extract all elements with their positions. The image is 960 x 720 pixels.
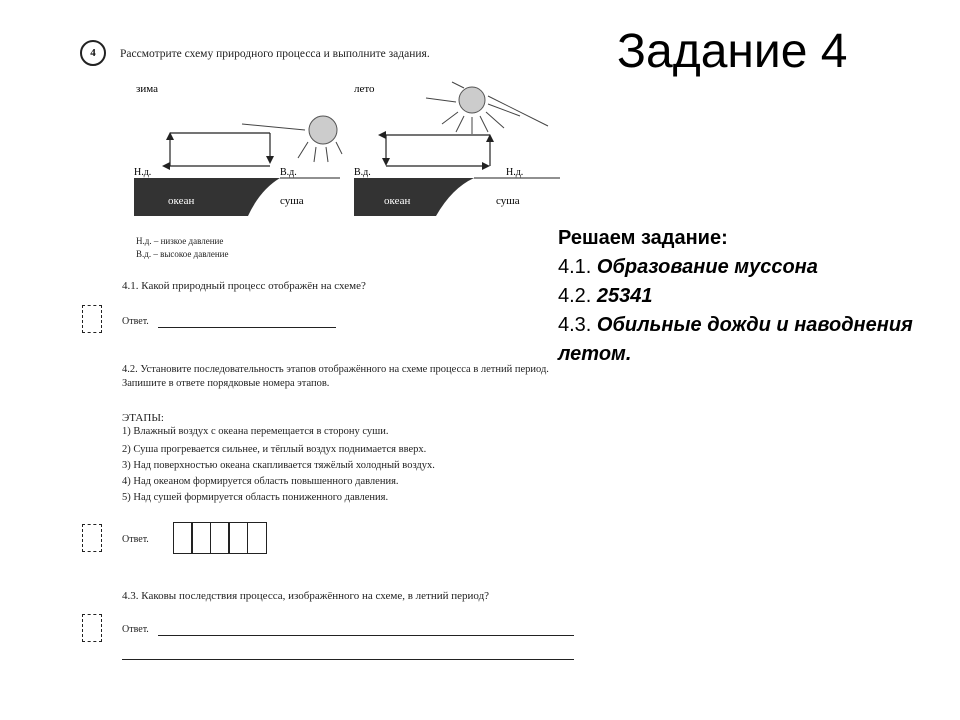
answer-4-2-label: 4.2. xyxy=(558,285,597,307)
summer-low-label: Н.д. xyxy=(506,167,524,178)
answer-cell xyxy=(191,522,211,554)
answer-4-3-value: Обильные дожди и наводнения летом. xyxy=(558,314,913,365)
winter-arrowhead-down xyxy=(266,156,274,164)
question-4-2-line2: Запишите в ответе порядковые номера этапов. xyxy=(122,378,330,389)
question-4-2-line1: 4.2. Установите последовательность этапов отображённого на схеме процесса в летний период. xyxy=(122,364,549,375)
stage-5: 5) Над сушей формируется область пониженного давления. xyxy=(122,492,389,503)
solution-block xyxy=(558,224,948,369)
stage-4: 4) Над океаном формируется область повышенного давления. xyxy=(122,476,399,487)
monsoon-diagram xyxy=(130,80,560,230)
stages-title: ЭТАПЫ: xyxy=(122,412,164,424)
winter-arrowhead-left xyxy=(162,162,170,170)
summer-sun-rays xyxy=(426,82,548,134)
summer-arrowhead-down xyxy=(382,158,390,166)
answer-4-3-label: 4.3. xyxy=(558,314,597,336)
stage-1: 1) Влажный воздух с океана перемещается в сторону суши. xyxy=(122,426,389,437)
answer-cell xyxy=(228,522,248,554)
score-box-4-2 xyxy=(82,524,102,552)
winter-low-label: Н.д. xyxy=(134,167,152,178)
answer-cell xyxy=(247,522,267,554)
answer-4-2-value: 25341 xyxy=(596,285,653,307)
legend-low: Н.д. – низкое давление xyxy=(136,236,224,246)
winter-high-label: В.д. xyxy=(280,167,297,178)
summer-label: лето xyxy=(354,83,375,95)
answer-4-1-label: 4.1. xyxy=(558,256,597,278)
answer-label-4-3: Ответ. xyxy=(122,624,149,635)
legend-high: В.д. – высокое давление xyxy=(136,249,229,259)
stage-3: 3) Над поверхностью океана скапливается тяжёлый холодный воздух. xyxy=(122,460,435,471)
answer-4-2 xyxy=(558,282,948,311)
answer-cell xyxy=(210,522,230,554)
answer-label-4-1: Ответ. xyxy=(122,316,149,327)
summer-coast xyxy=(424,178,474,216)
winter-sun xyxy=(309,116,337,144)
answer-4-1-value: Образование муссона xyxy=(596,256,818,278)
question-4-1: 4.1. Какой природный процесс отображён на схеме? xyxy=(122,280,366,292)
winter-label: зима xyxy=(136,83,158,95)
question-4-3: 4.3. Каковы последствия процесса, изображённого на схеме, в летний период? xyxy=(122,590,490,602)
task-number-badge: 4 xyxy=(80,40,106,66)
score-box-4-3 xyxy=(82,614,102,642)
summer-arrowhead-right xyxy=(482,162,490,170)
summer-arrowhead-upper-left xyxy=(378,131,386,139)
answer-cells-4-2 xyxy=(174,522,267,554)
summer-land-label: суша xyxy=(496,195,520,207)
stage-2: 2) Суша прогревается сильнее, и тёплый воздух поднимается вверх. xyxy=(122,444,427,455)
answer-cell xyxy=(173,522,193,554)
winter-coast xyxy=(234,178,280,216)
answer-label-4-2: Ответ. xyxy=(122,534,149,545)
answer-line-4-3b xyxy=(122,659,574,660)
answer-4-3 xyxy=(558,311,948,369)
solution-heading: Решаем задание: xyxy=(558,227,728,249)
answer-line-4-1 xyxy=(158,327,336,328)
summer-high-label: В.д. xyxy=(354,167,371,178)
task-intro: Рассмотрите схему природного процесса и выполните задания. xyxy=(120,48,430,60)
answer-line-4-3a xyxy=(158,635,574,636)
winter-ocean-label: океан xyxy=(168,195,195,207)
summer-ocean-label: океан xyxy=(384,195,411,207)
summer-sun xyxy=(459,87,485,113)
winter-land-label: суша xyxy=(280,195,304,207)
score-box-4-1 xyxy=(82,305,102,333)
slide-title: Задание 4 xyxy=(617,25,848,78)
answer-4-1 xyxy=(558,253,948,282)
